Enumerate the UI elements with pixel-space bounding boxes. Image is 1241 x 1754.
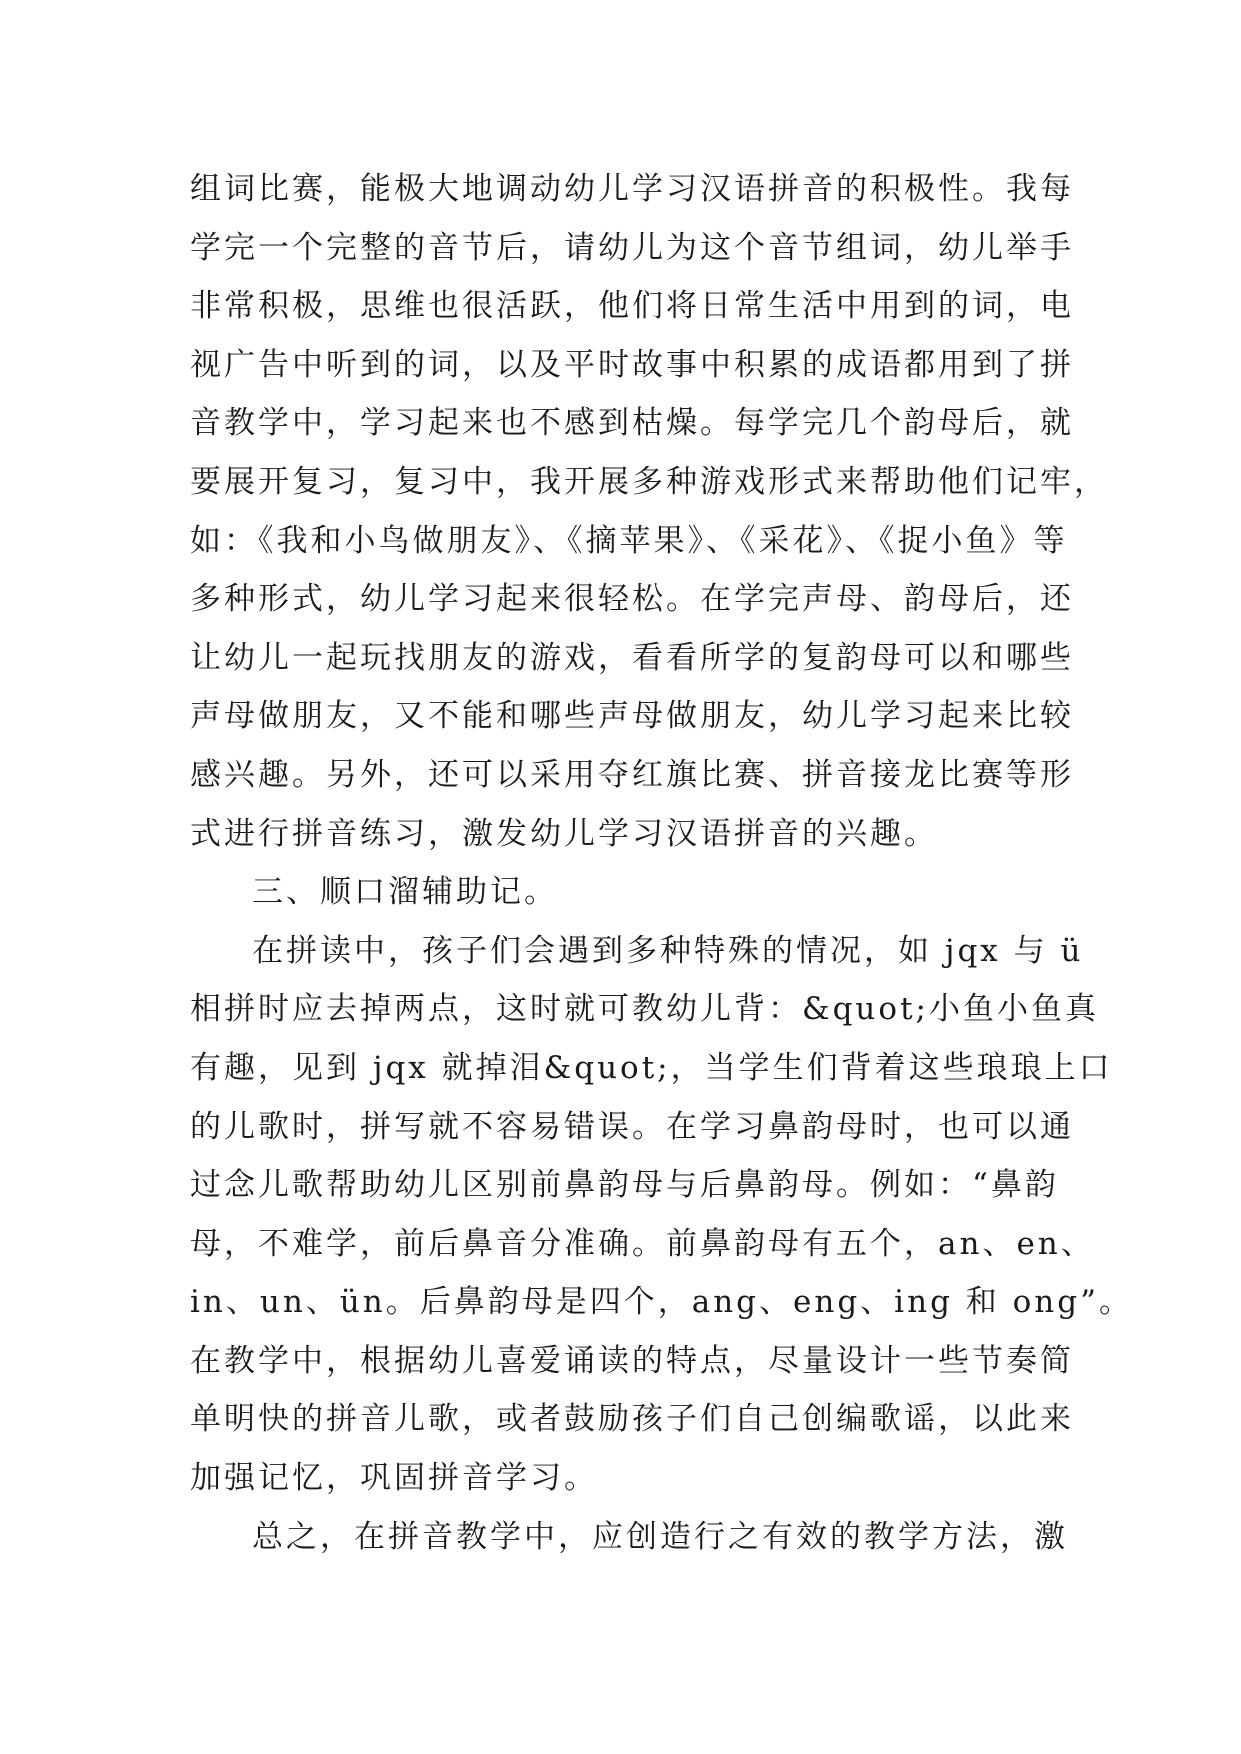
text-line-3: 非常积极，思维也很活跃，他们将日常生活中用到的词，电 xyxy=(190,288,1074,325)
text-line-6: 要展开复习，复习中，我开展多种游戏形式来帮助他们记牢， xyxy=(190,463,1108,500)
body-text xyxy=(190,160,1133,1566)
text-line-16: 有趣，见到 jqx 就掉泪&quot;，当学生们背着这些琅琅上口 xyxy=(190,1049,1113,1086)
text-line-17: 的儿歌时，拼写就不容易错误。在学习鼻韵母时，也可以通 xyxy=(190,1108,1074,1145)
text-line-18: 过念儿歌帮助幼儿区别前鼻韵母与后鼻韵母。例如：“鼻韵 xyxy=(190,1167,1059,1204)
text-line-9: 让幼儿一起玩找朋友的游戏，看看所学的复韵母可以和哪些 xyxy=(190,639,1074,676)
text-line-22: 单明快的拼音儿歌，或者鼓励孩子们自己创编歌谣，以此来 xyxy=(190,1401,1074,1438)
text-line-10: 声母做朋友，又不能和哪些声母做朋友，幼儿学习起来比较 xyxy=(190,698,1074,735)
text-line-4: 视广告中听到的词，以及平时故事中积累的成语都用到了拼 xyxy=(190,346,1074,383)
text-line-23: 加强记忆，巩固拼音学习。 xyxy=(190,1460,598,1497)
text-line-8: 多种形式，幼儿学习起来很轻松。在学完声母、韵母后，还 xyxy=(190,581,1074,618)
text-line-1: 组词比赛，能极大地调动幼儿学习汉语拼音的积极性。我每 xyxy=(190,171,1074,207)
text-line-21: 在教学中，根据幼儿喜爱诵读的特点，尽量设计一些节奏简 xyxy=(190,1342,1074,1379)
text-line-20: in、un、ün。后鼻韵母是四个，ang、eng、ing 和 ong”。 xyxy=(190,1284,1133,1321)
text-line-7: 如：《我和小鸟做朋友》、《摘苹果》、《采花》、《捉小鱼》等 xyxy=(190,522,1068,559)
text-line-2: 学完一个完整的音节后，请幼儿为这个音节组词，幼儿举手 xyxy=(190,229,1074,266)
text-line-11: 感兴趣。另外，还可以采用夺红旗比赛、拼音接龙比赛等形 xyxy=(190,756,1074,793)
text-line-19: 母，不难学，前后鼻音分准确。前鼻韵母有五个，an、en、 xyxy=(190,1225,1095,1262)
text-line-15: 相拼时应去掉两点，这时就可教幼儿背：&quot;小鱼小鱼真 xyxy=(190,991,1099,1028)
text-line-24: 总之，在拼音教学中，应创造行之有效的教学方法，激 xyxy=(252,1518,1068,1555)
text-line-12: 式进行拼音练习，激发幼儿学习汉语拼音的兴趣。 xyxy=(190,815,938,852)
section-heading: 三、顺口溜辅助记。 xyxy=(252,874,558,911)
text-line-14: 在拼读中，孩子们会遇到多种特殊的情况，如 jqx 与 ü xyxy=(252,932,1084,969)
text-line-5: 音教学中，学习起来也不感到枯燥。每学完几个韵母后，就 xyxy=(190,405,1074,442)
